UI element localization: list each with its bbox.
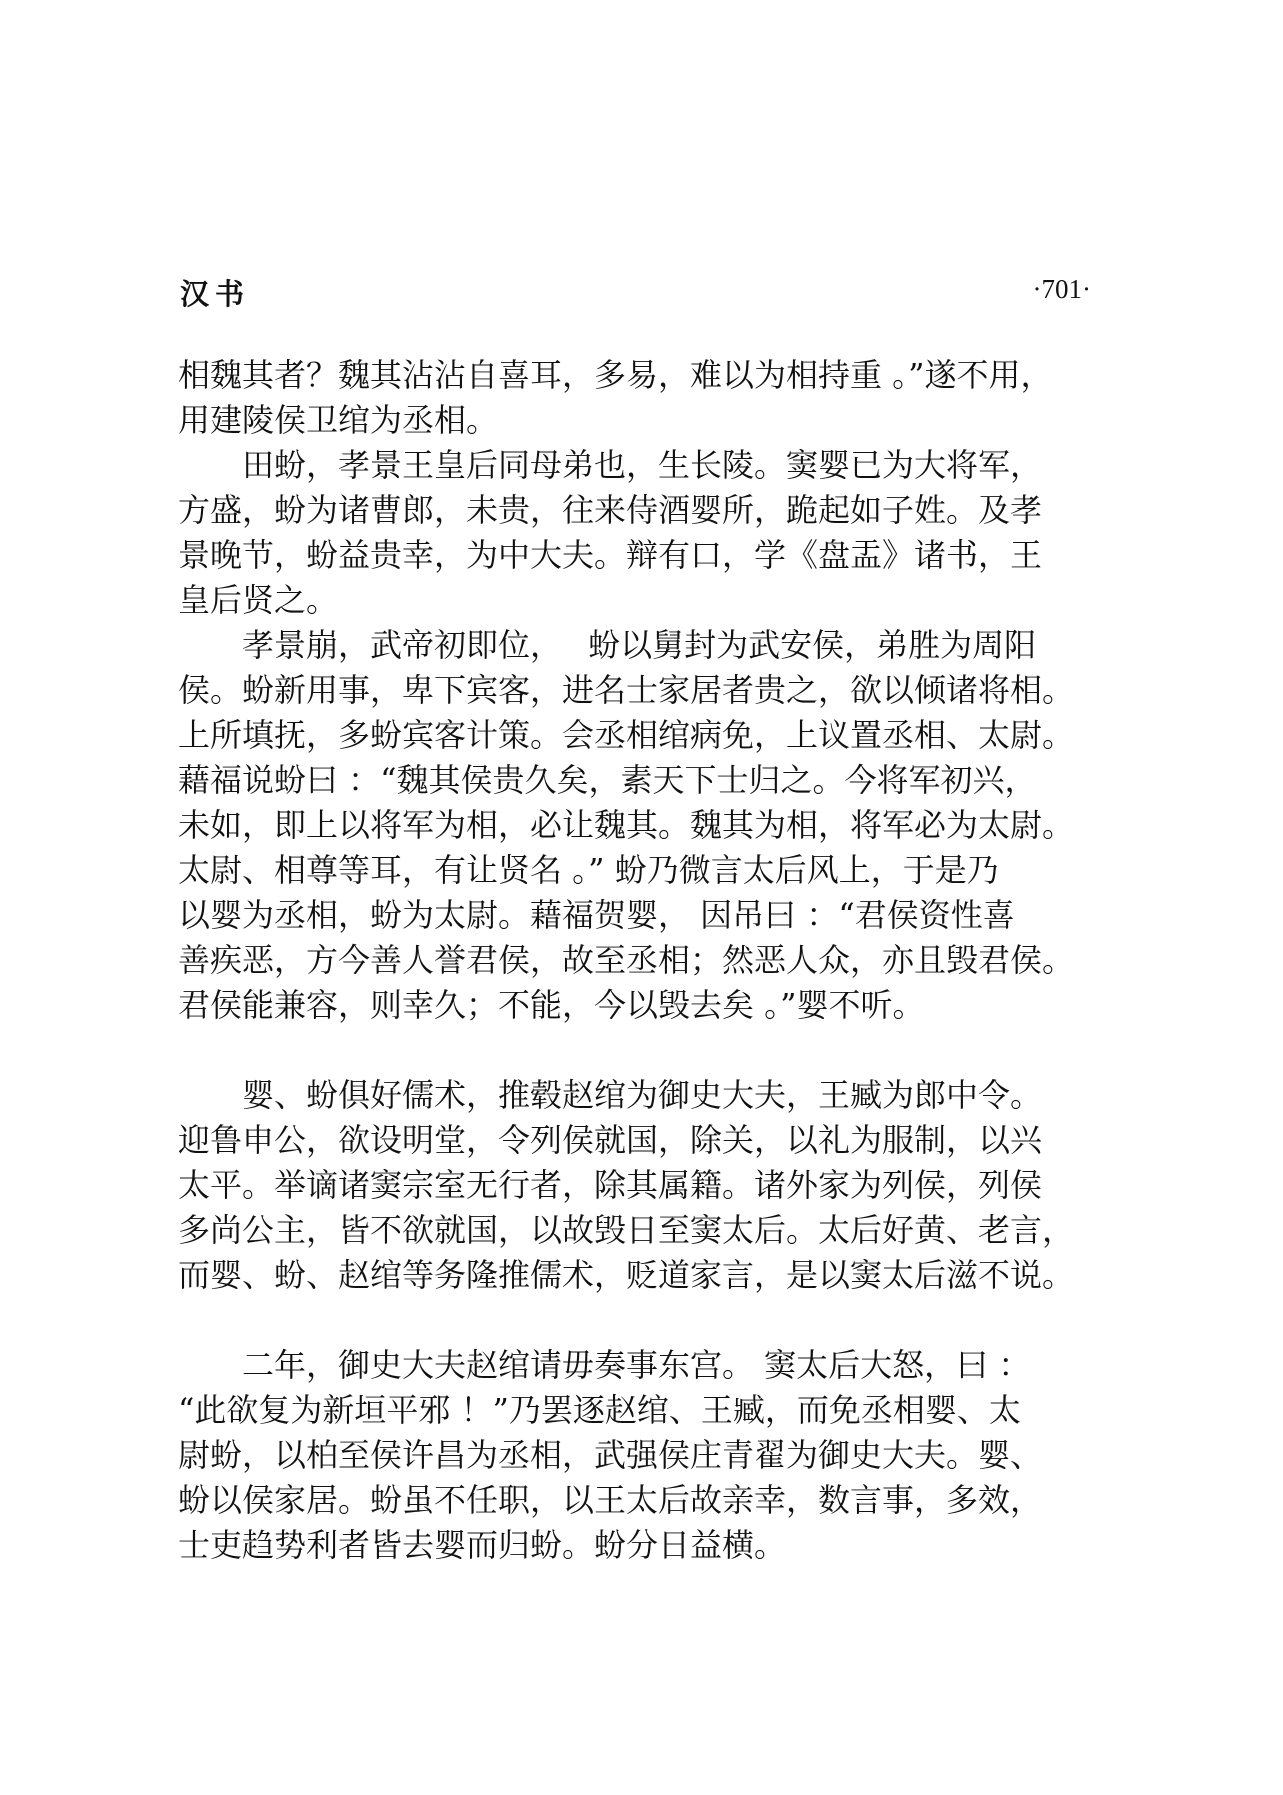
- paragraph-gap: [178, 1028, 1093, 1073]
- text-line: 相魏其者？魏其沾沾自喜耳，多易，难以为相持重 。”遂不用，: [178, 356, 1053, 394]
- text-line: 善疾恶，方今善人誉君侯，故至丞相；然恶人众，亦且毁君侯。: [178, 941, 1075, 979]
- text-line: 二年，御史大夫赵绾请毋奏事东宫。 窦太后大怒，曰 ：: [178, 1346, 1031, 1384]
- text-line: 太平。举谪诸窦宗室无行者，除其属籍。诸外家为列侯，列侯: [178, 1166, 1043, 1204]
- text-line: 藉福说蚡曰 ：“魏其侯贵久矣，素天下士归之。今将军初兴，: [178, 761, 1037, 799]
- text-line: “此欲复为新垣平邪 ！”乃罢逐赵绾、王臧，而免丞相婴、太: [178, 1391, 1021, 1429]
- text-line: 用建陵侯卫绾为丞相。: [178, 401, 499, 439]
- paragraph-gap: [178, 1298, 1093, 1343]
- text-line: 景晚节，蚡益贵幸，为中大夫。辩有口，学《盘盂》诸书，王: [178, 536, 1043, 574]
- text-line: 田蚡，孝景王皇后同母弟也，生长陵。窦婴已为大将军，: [178, 446, 1043, 484]
- text-line: 尉蚡，以柏至侯许昌为丞相，武强侯庄青翟为御史大夫。婴、: [178, 1436, 1043, 1474]
- body-text: [178, 353, 1093, 1568]
- text-line: 君侯能兼容，则幸久；不能，今以毁去矣 。”婴不听。: [178, 986, 925, 1024]
- page-header: [180, 272, 1091, 312]
- page-number: ·701·: [1032, 274, 1091, 304]
- text-line: 皇后贤之。: [178, 581, 339, 619]
- text-line: 太尉、相尊等耳，有让贤名 。” 蚡乃微言太后风上，于是乃: [178, 851, 999, 889]
- text-line: 迎鲁申公，欲设明堂，令列侯就国，除关，以礼为服制，以兴: [178, 1121, 1043, 1159]
- text-line: 而婴、蚡、赵绾等务隆推儒术，贬道家言，是以窦太后滋不说。: [178, 1256, 1075, 1294]
- text-line: 士吏趋势利者皆去婴而归蚡。蚡分日益横。: [178, 1526, 787, 1564]
- text-line: 孝景崩，武帝初即位， 蚡以舅封为武安侯，弟胜为周阳: [178, 626, 1037, 664]
- text-line: 方盛，蚡为诸曹郎，未贵，往来侍酒婴所，跪起如子姓。及孝: [178, 491, 1043, 529]
- text-line: 未如，即上以将军为相，必让魏其。魏其为相，将军必为太尉。: [178, 806, 1075, 844]
- text-line: 多尚公主，皆不欲就国，以故毁日至窦太后。太后好黄、老言，: [178, 1211, 1075, 1249]
- text-line: 侯。蚡新用事，卑下宾客，进名士家居者贵之，欲以倾诸将相。: [178, 671, 1075, 709]
- book-title: 汉书: [180, 277, 251, 311]
- text-line: 蚡以侯家居。蚡虽不任职，以王太后故亲幸，数言事，多效，: [178, 1481, 1043, 1519]
- text-line: 婴、蚡俱好儒术，推毂赵绾为御史大夫，王臧为郎中令。: [178, 1076, 1043, 1114]
- text-line: 上所填抚，多蚡宾客计策。会丞相绾病免，上议置丞相、太尉。: [178, 716, 1075, 754]
- text-line: 以婴为丞相，蚡为太尉。藉福贺婴， 因吊曰 ：“君侯资性喜: [178, 896, 1015, 934]
